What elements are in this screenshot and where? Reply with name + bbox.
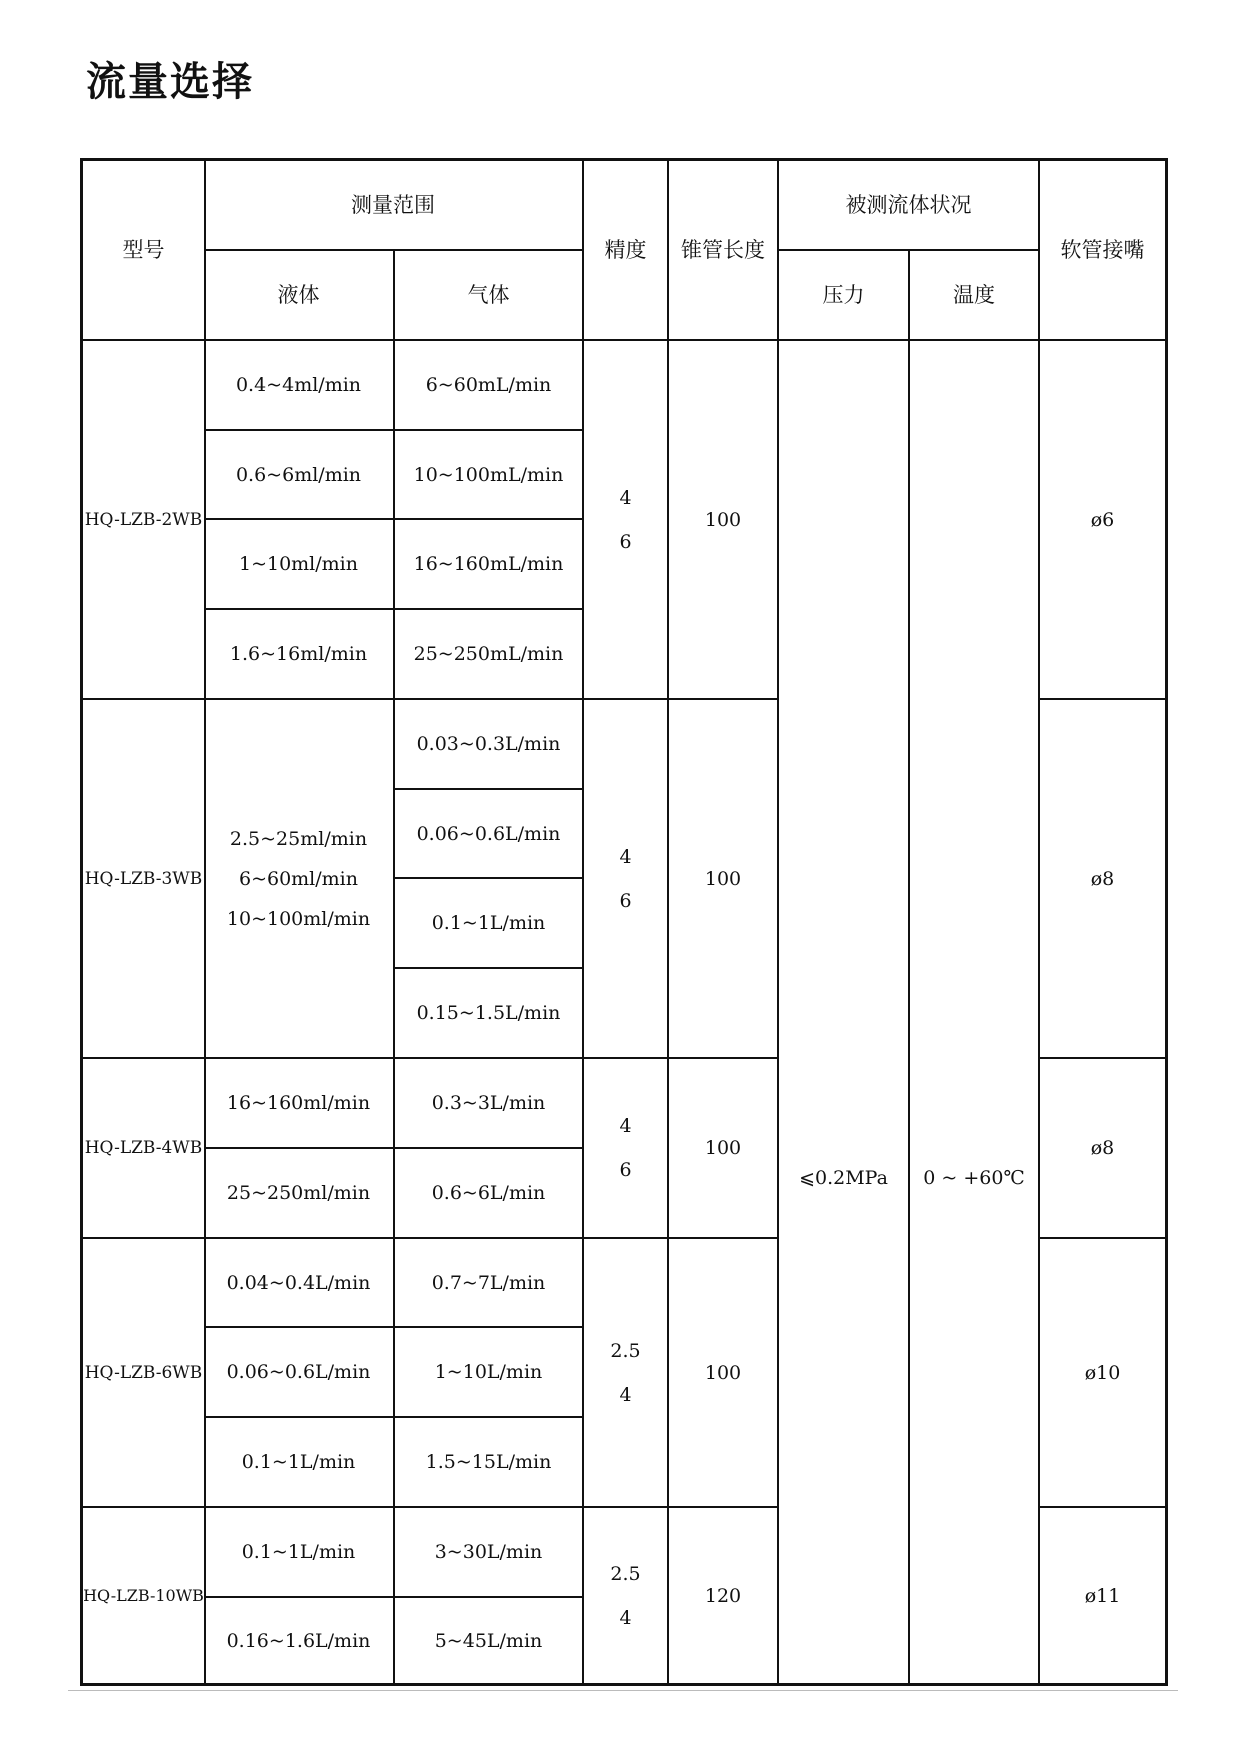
page-title: 流量选择 (86, 59, 254, 105)
liquid-range: 1.6~16ml/min (229, 643, 368, 665)
model-cell: HQ-LZB-6WB (84, 1362, 203, 1383)
header-pressure: 压力 (822, 283, 865, 307)
gas-range: 10~100mL/min (413, 463, 564, 486)
accuracy-value: 4 (619, 1606, 632, 1629)
nozzle-cell: ø8 (1090, 867, 1115, 890)
header-liquid: 液体 (277, 283, 320, 307)
accuracy-cell (584, 1239, 667, 1506)
model-cell: HQ-LZB-3WB (84, 868, 203, 889)
header-range: 测量范围 (351, 193, 435, 217)
nozzle-cell: ø10 (1084, 1361, 1121, 1384)
accuracy-value: 2.5 (610, 1339, 641, 1362)
header-fluid-condition: 被测流体状况 (845, 193, 972, 217)
gas-range: 1~10L/min (434, 1361, 543, 1383)
liquid-range: 16~160ml/min (226, 1092, 371, 1114)
gas-range: 1.5~15L/min (425, 1451, 552, 1473)
header-model: 型号 (122, 238, 165, 262)
liquid-range: 6~60ml/min (238, 867, 358, 890)
gas-range: 16~160mL/min (413, 553, 564, 575)
accuracy-value: 6 (619, 889, 632, 912)
flow-selection-table (80, 158, 1168, 1686)
liquid-range: 0.1~1L/min (241, 1451, 356, 1473)
accuracy-value: 6 (619, 1159, 632, 1181)
accuracy-value: 4 (619, 1383, 632, 1406)
nozzle-cell: ø11 (1084, 1584, 1121, 1607)
header-accuracy: 精度 (604, 238, 647, 262)
nozzle-cell: ø6 (1090, 508, 1115, 531)
temperature-value: 0 ~ +60℃ (923, 1167, 1025, 1189)
accuracy-value: 4 (619, 1115, 632, 1137)
model-cell: HQ-LZB-4WB (84, 1138, 203, 1158)
header-gas: 气体 (467, 283, 510, 307)
liquid-range: 0.6~6ml/min (235, 463, 362, 486)
liquid-range: 0.4~4ml/min (235, 374, 362, 396)
liquid-range: 0.1~1L/min (241, 1541, 356, 1563)
gas-range: 0.06~0.6L/min (416, 822, 561, 845)
pressure-value: ⩽0.2MPa (799, 1167, 888, 1189)
gas-range: 0.15~1.5L/min (416, 1002, 561, 1024)
gas-range: 3~30L/min (434, 1541, 543, 1563)
gas-range: 5~45L/min (434, 1629, 543, 1652)
gas-range: 0.6~6L/min (431, 1182, 546, 1204)
accuracy-value: 4 (619, 486, 632, 509)
model-cell: HQ-LZB-2WB (84, 509, 203, 530)
header-tube-length: 锥管长度 (681, 238, 765, 262)
accuracy-cell (584, 700, 667, 1057)
accuracy-value: 2.5 (610, 1562, 641, 1585)
gas-range: 25~250mL/min (413, 643, 564, 665)
liquid-range: 0.16~1.6L/min (226, 1629, 371, 1652)
tube-length-cell: 100 (704, 508, 742, 531)
header-hose-nozzle: 软管接嘴 (1060, 238, 1145, 262)
gas-range: 0.7~7L/min (431, 1271, 546, 1294)
model-cell: HQ-LZB-10WB (83, 1585, 204, 1605)
accuracy-value: 4 (619, 845, 632, 868)
gas-range: 0.1~1L/min (431, 912, 546, 934)
nozzle-cell: ø8 (1090, 1137, 1115, 1159)
tube-length-cell: 100 (704, 1361, 742, 1384)
gas-range: 0.3~3L/min (431, 1092, 546, 1114)
footer-rule (68, 1690, 1178, 1691)
tube-length-cell: 120 (704, 1584, 742, 1607)
tube-length-cell: 100 (704, 1137, 742, 1159)
liquid-range: 1~10ml/min (238, 553, 358, 575)
accuracy-cell (584, 1059, 667, 1237)
liquid-range: 0.04~0.4L/min (226, 1271, 371, 1294)
tube-length-cell: 100 (704, 867, 742, 890)
accuracy-cell (584, 1508, 667, 1683)
liquid-range: 2.5~25ml/min (229, 827, 368, 850)
gas-range: 0.03~0.3L/min (416, 733, 561, 755)
liquid-range: 10~100ml/min (226, 907, 371, 930)
gas-range: 6~60mL/min (425, 374, 552, 396)
accuracy-value: 6 (619, 530, 632, 553)
header-temperature: 温度 (953, 283, 995, 307)
liquid-range: 0.06~0.6L/min (226, 1361, 371, 1383)
accuracy-cell (584, 341, 667, 698)
liquid-range: 25~250ml/min (226, 1182, 371, 1204)
liquid-range-list (204, 700, 393, 1057)
